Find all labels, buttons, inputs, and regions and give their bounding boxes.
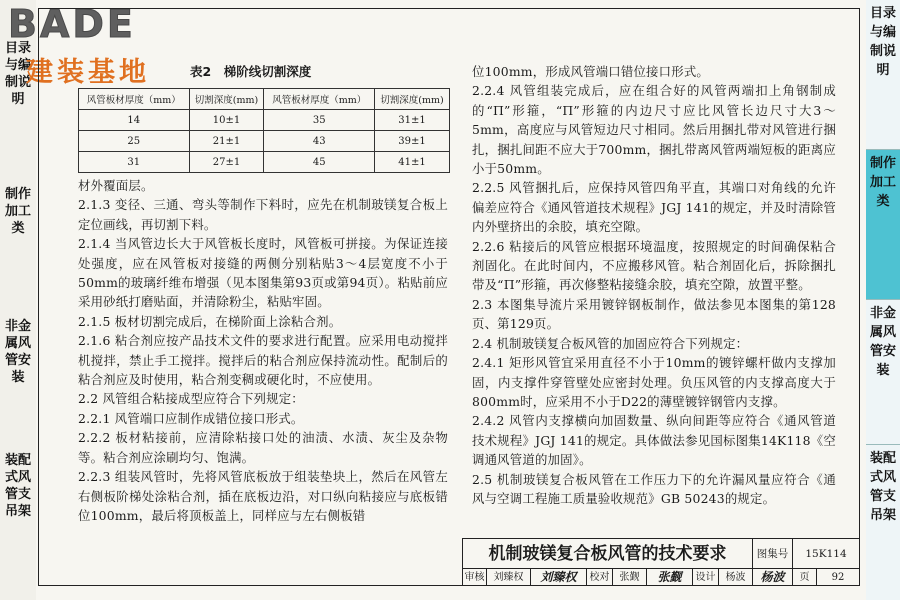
logo-brand: BADE (8, 2, 136, 46)
paragraph: 2.4.1 矩形风管宜采用直径不小于10mm的镀锌螺杆做内支撑加固，内支撑件穿管壁处应密封处理。负压风管的内支撑高度大于800mm时，应采用不小于D22的薄壁镀锌钢管内支撑。 (472, 355, 836, 409)
paragraph: 2.5 机制玻镁复合板风管在工作压力下的允许漏风量应符合《通风与空调工程施工质量验收规范》GB 50243的规定。 (472, 471, 836, 506)
left-strip-text-top: 目录与编制说明 (4, 41, 31, 107)
designer-name: 杨波 (719, 569, 753, 586)
tab-hangers[interactable]: 装配式风管支吊架 (869, 451, 896, 523)
cut-depth-table (78, 88, 450, 173)
designer-signature: 杨波 (753, 569, 793, 586)
page-label: 页 (793, 569, 817, 586)
tab-contents[interactable]: 目录与编制说明 (866, 0, 900, 150)
paragraph: 材外覆面层。 (78, 178, 154, 193)
paragraph: 2.2.5 风管捆扎后，应保持风管四角平直，其端口对角线的允许偏差应符合《通风管道技术规程》JGJ 141的规定，并及时清除管内外壁挤出的余胶，填充空隙。 (472, 180, 836, 235)
left-text-column (78, 176, 448, 525)
left-strip-text-mid: 制作加工类 (4, 187, 31, 236)
table-header: 切割深度(mm) (375, 89, 450, 110)
table-cell: 35 (264, 110, 375, 131)
table-cell: 31 (79, 152, 190, 173)
paragraph: 2.2.6 粘接后的风管应根据环境温度，按照规定的时间确保粘合剂固化。在此时间内，不应搬移风管。粘合剂固化后，拆除捆扎带及“Π”形箍，再次修整粘接缝余胶，填充空隙，放置平整。 (472, 238, 836, 293)
paragraph: 2.2.4 风管组装完成后，应在组合好的风管两端扣上角钢制成的“Π”形箍，“Π”形箍的内边尺寸应比风管长边尺寸大3～5mm，高度应与风管短边尺寸相同。然后用捆扎带对风管进行捆扎，捆扎间距不应大于700mm，捆扎带离风管两端短板的距离应小于50mm。 (472, 83, 836, 177)
left-margin-strip (0, 0, 36, 600)
right-text-column (472, 62, 836, 508)
logo-tagline: 建装基地 (26, 57, 150, 88)
table-cell: 25 (79, 131, 190, 152)
atlas-number: 15K114 (793, 539, 859, 569)
table-cell: 45 (264, 152, 375, 173)
chapter-tabs (866, 0, 900, 600)
paragraph: 2.2.2 板材粘接前，应清除粘接口处的油渍、水渍、灰尘及杂物等。粘合剂应涂刷均匀、饱满。 (78, 430, 448, 465)
paragraph: 2.2.3 组装风管时，先将风管底板放于组装垫块上，然后在风管左右侧板阶梯处涂粘合剂，插在底板边沿，对口纵向粘接应与底板错位100mm，最后将顶板盖上，同样应与左右侧板错 (78, 469, 448, 523)
tab-nonmetal-duct[interactable]: 非金属风管安装 (866, 300, 900, 445)
table-cell: 39±1 (375, 131, 450, 152)
table-cell: 27±1 (189, 152, 264, 173)
table-header: 风管板材厚度（mm） (264, 89, 375, 110)
reviewer-signature: 刘臻权 (531, 569, 587, 586)
paragraph: 2.3 本图集导流片采用镀锌钢板制作，做法参见本图集的第128页、第129页。 (472, 296, 836, 332)
paragraph: 2.2 风管组合粘接成型应符合下列规定： (78, 391, 304, 407)
paragraph: 2.1.3 变径、三通、弯头等制作下料时，应先在机制玻镁复合板上定位画线，再切割下料。 (78, 197, 448, 232)
checker-signature: 张觐 (647, 569, 693, 586)
tab-fabrication[interactable]: 制作加工类 (866, 150, 900, 300)
paragraph: 2.4 机制玻镁复合板风管的加固应符合下列规定： (472, 335, 749, 351)
paragraph: 2.1.4 当风管边长大于风管板长度时，风管板可拼接。为保证连接处强度，应在风管板对接缝的两侧分别粘贴3～4层宽度不小于50mm的玻璃纤维布增强（见本图集第93页或第94页）。粘贴前应采用砂纸打磨贴面，并清除粉尘，粘贴牢固。 (78, 236, 448, 310)
table-row (79, 131, 450, 152)
paragraph: 2.1.5 板材切割完成后，在梯阶面上涂粘合剂。 (78, 313, 342, 329)
table-title: 表2 梯阶线切割深度 (190, 64, 312, 79)
approval-row (463, 569, 859, 586)
table-row (79, 152, 450, 173)
design-label: 设计 (693, 569, 719, 586)
drawing-title: 机制玻镁复合板风管的技术要求 (463, 539, 753, 569)
page-number: 92 (831, 572, 845, 583)
table-cell: 31±1 (375, 110, 450, 131)
table-cell: 21±1 (189, 131, 264, 152)
table-cell: 10±1 (189, 110, 264, 131)
paragraph: 位100mm，形成风管端口错位接口形式。 (472, 64, 710, 79)
table-header-row (79, 89, 450, 110)
left-strip-text-low: 非金属风管安装 (4, 319, 31, 385)
table-header: 切割深度(mm) (189, 89, 264, 110)
left-strip-text-bottom: 装配式风管支吊架 (4, 453, 31, 519)
paragraph: 2.1.6 粘合剂应按产品技术文件的要求进行配置。应采用电动搅拌机搅拌，禁止手工搅拌。搅拌后的粘合剂应保持流动性。配制后的粘合剂应及时使用，粘合剂变稠或硬化时，不应使用。 (78, 333, 448, 388)
title-block (462, 538, 860, 586)
table-cell: 43 (264, 131, 375, 152)
reviewer-name: 刘臻权 (487, 569, 531, 586)
review-label: 审核 (463, 569, 487, 586)
paragraph: 2.4.2 风管内支撑横向加固数量、纵向间距等应符合《通风管道技术规程》JGJ 141的规定。具体做法参见国标图集14K118《空调通风管道的加固》。 (472, 413, 836, 468)
check-label: 校对 (587, 569, 613, 586)
table-row (79, 110, 450, 131)
paragraph: 2.2.1 风管端口应制作成错位接口形式。 (78, 410, 304, 426)
checker-name: 张觐 (613, 569, 647, 586)
table-header: 风管板材厚度（mm） (79, 89, 190, 110)
table-cell: 41±1 (375, 152, 450, 173)
table-cell: 14 (79, 110, 190, 131)
atlas-label: 图集号 (753, 539, 793, 569)
